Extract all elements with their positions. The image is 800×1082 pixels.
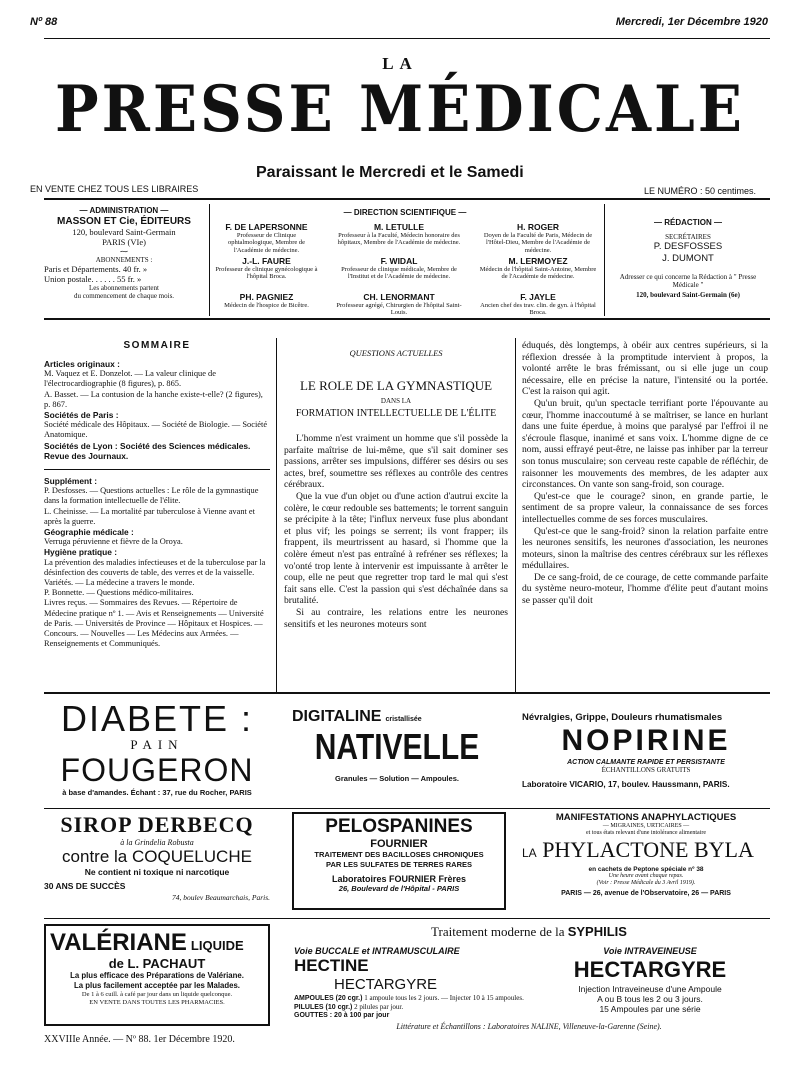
sommaire-rule [44, 469, 270, 470]
ad-manifestations: MANIFESTATIONS ANAPHYLACTIQUES [555, 812, 737, 823]
ad-hectine-column [294, 946, 524, 1020]
ad-gouttes: GOUTTES : 20 à 100 par jour [294, 1012, 390, 1019]
ad-ampoules: AMPOULES (20 cgr.) [294, 995, 363, 1002]
director: F. WIDAL Professeur de clinique médicale, Membre de l'Institut et de l'Académie de médecine. [341, 256, 457, 281]
sommaire-line: M. Vaquez et E. Donzelot. — La valeur clinique de l'électrocardiographie (8 figures), p. 865. [44, 369, 216, 389]
ad-byla-address: PARIS — 26, avenue de l'Observatoire, 26 — PARIS [561, 890, 731, 897]
ad-fougeron [44, 700, 270, 806]
publisher-address: 120, boulevard Saint-Germain [72, 227, 176, 237]
ad-buccale: Voie BUCCALE et INTRAMUSCULAIRE [294, 946, 460, 956]
ad-fournier-address: 26, Boulevard de l'Hôpital - PARIS [338, 884, 460, 893]
ad-voir: (Voir : Presse Médicale du 3 Avril 1919). [596, 880, 696, 886]
ads-top-rule [44, 692, 770, 694]
ad-injection: Injection Intraveineuse d'une Ampoule [578, 984, 722, 994]
ad-phylactone [522, 812, 770, 916]
ad-nopirine-title: NOPIRINE [561, 724, 731, 757]
ad-phylactone-title: PHYLACTONE BYLA [542, 837, 754, 862]
article-title-1: LE ROLE DE LA GYMNASTIQUE [299, 378, 493, 393]
ad-derbecq-address: 74, boulev Beaumarchais, Paris. [171, 893, 270, 902]
abonnements-heading: ABONNEMENTS : [95, 256, 153, 264]
sommaire-heading: SOMMAIRE [123, 340, 191, 351]
vrule [276, 338, 277, 692]
sales-note: EN VENTE CHEZ TOUS LES LIBRAIRES [30, 184, 199, 194]
ad-liquide: LIQUIDE [190, 938, 244, 953]
director: F. DE LAPERSONNE Professeur de Clinique ophtalmologique, Membre de l'Académie de médecine. [225, 222, 308, 254]
ad-litterature: Littérature et Échantillons : Laboratoires NALINE, Villeneuve-la-Garenne (Seine). [396, 1022, 662, 1031]
footer-issue: XXVIIIe Année. — Nº 88. 1er Décembre 1920. [44, 1034, 235, 1045]
ad-vicario: Laboratoire VICARIO, 17, boulev. Haussmann, PARIS. [522, 780, 730, 789]
sommaire-line: Société médicale des Hôpitaux. — Société de Biologie. — Société Anatomique. [44, 420, 268, 440]
redaction-note: Adresser ce qui concerne la Rédaction à " Presse Médicale " [619, 273, 757, 289]
ad-peptone: en cachets de Peptone spéciale nº 38 [588, 866, 704, 873]
sommaire-line: Géographie médicale : [44, 527, 134, 538]
sommaire-line: Supplément : [44, 476, 98, 487]
ad-hectargyre-right: HECTARGYRE [573, 957, 727, 982]
ad-nativelle-forms: Granules — Solution — Ampoules. [335, 774, 459, 783]
sommaire-line: Sociétés de Lyon : Société des Sciences médicales. [44, 440, 251, 451]
ad-accepte: La plus facilement acceptée par les Malades. [74, 981, 240, 990]
direction-heading: — DIRECTION SCIENTIFIQUE — [343, 208, 467, 217]
administration-box [44, 206, 204, 300]
vrule [209, 204, 210, 316]
ad-digitaline: DIGITALINE [292, 708, 382, 725]
article-column-2 [522, 340, 768, 607]
ad-sirop: SIROP DERBECQ [60, 812, 254, 837]
ad-sulfates: PAR LES SULFATES DE TERRES RARES [326, 860, 472, 869]
paragraph: Si au contraire, les relations entre les neurones sensitifs et les neurones moteurs sont [284, 606, 508, 630]
secretaires-label: SECRÉTAIRES [665, 233, 711, 241]
article-title-2: FORMATION INTELLECTUELLE DE L'ÉLITE [295, 408, 497, 419]
rate-union: Union postale. . . . . . 55 fr. » [44, 274, 142, 284]
publisher: MASSON ET Cie, ÉDITEURS [57, 216, 191, 227]
ad-pelospanines-title: PELOSPANINES [325, 816, 473, 837]
rate-paris: Paris et Départements. 40 fr. » [44, 264, 148, 274]
director: H. ROGER Doyen de la Faculté de Paris, Médecin de l'Hôtel-Dieu, Membre de l'Académie de médecine. [483, 222, 593, 254]
paragraph: Qu'est-ce que le courage? sinon, en grande partie, le sentiment de sa propre valeur, la connaissance de ses forces intellectuelles comme de ses forces musculaires. [522, 490, 768, 525]
ad-syphilis [290, 924, 768, 1044]
top-rule [44, 38, 770, 39]
ad-nopirine-sub: ACTION CALMANTE RAPIDE ET PERSISTANTE [567, 759, 725, 766]
administration-heading: — ADMINISTRATION — [79, 206, 169, 215]
ad-pelospanines [292, 812, 506, 910]
ad-pilules-detail: 2 pilules par jour. [354, 1003, 404, 1011]
publisher-city: PARIS (VIe) [102, 237, 146, 247]
ad-nopirine [522, 712, 770, 806]
paragraph: Qu'est-ce que le sang-froid? sinon la relation parfaite entre les neurones sensitifs, les neurones d'association, les neurones moteurs, sinon la maîtrise des centres cérébraux sur les réflexes médullaires. [522, 525, 768, 572]
sommaire-line: La prévention des maladies infectieuses et de la tuberculose par la désinfection des couverts de table, des verres et de la vaisselle. [44, 557, 266, 577]
redaction-address: 120, boulevard Saint-Germain (6e) [636, 291, 740, 299]
masthead-la: LA [382, 54, 418, 73]
redaction-heading: — RÉDACTION — [654, 218, 722, 227]
ad-tous: A ou B tous les 2 ou 3 jours. [597, 994, 703, 1004]
ad-grindelia: à la Grindelia Robusta [120, 838, 194, 847]
director: CH. LENORMANT Professeur agrégé, Chirurgien de l'hôpital Saint-Louis. [336, 292, 462, 317]
ad-fournier: FOURNIER [370, 838, 428, 850]
ad-labo-fournier: Laboratoires FOURNIER Frères [331, 874, 467, 884]
sommaire [44, 340, 270, 649]
ad-pilules: PILULES (10 cgr.) [294, 1004, 353, 1011]
paragraph: L'homme n'est vraiment un homme que s'il possède la parfaite maîtrise de lui-même, que s'il sait dominer ses passions, arrêter ses impulsions, différer ses désirs ou ses actes, bref, soumettre ses réflexes au contrôle des centres cérébraux. [284, 433, 508, 491]
article-body [284, 433, 508, 630]
price: LE NUMÉRO : 50 centimes. [643, 186, 756, 196]
ad-derbecq [44, 812, 270, 918]
paragraph: Que la vue d'un objet ou d'une action d'autrui excite la colère, le cœur redouble ses battements; le torrent sanguin se précipite à la tête; l'influx nerveux fuse plus abondant et plus vif; les poings se serrent; ils vont frapper; ils frappent, ils meurtrissent au hasard, si l'homme que la colère émeut n'est pas entraîné à refréner ses réflexes; la vo'onté trop lente à intervenir est impuissante à arrêter le coup, elle ne peut que regretter trop tard le mal qui s'est fait sans elle. C'est la passion qui s'est déchaînée dans sa brutalité. [284, 490, 508, 607]
ad-echantillons: ÉCHANTILLONS GRATUITS [601, 766, 691, 774]
sommaire-line: Verruga péruvienne et fièvre de la Oroya. [44, 537, 183, 547]
article-column-1 [284, 348, 508, 630]
redaction-box [606, 218, 770, 299]
ad-fougeron-title: FOUGERON [60, 752, 254, 788]
ad-nativelle [286, 708, 508, 804]
ad-syphilis-title: SYPHILIS [567, 924, 627, 939]
abonnement-note-2: du commencement de chaque mois. [73, 292, 175, 300]
ads-rule [44, 808, 770, 809]
article-rubric: QUESTIONS ACTUELLES [349, 348, 443, 358]
director: J.-L. FAURE Professeur de clinique gynécologique à l'hôpital Broca. [215, 256, 318, 281]
secretary-2: J. DUMONT [662, 253, 714, 264]
director: F. JAYLE Ancien chef des trav. clin. de gyn. à l'hôpital Broca. [480, 292, 596, 317]
ads-rule-2 [44, 918, 770, 919]
ad-hectargyre-left: HECTARGYRE [334, 976, 438, 993]
ad-coqueluche: contre la COQUELUCHE [62, 847, 252, 866]
ad-ampoules-detail: 1 ampoule tous les 2 jours. — Injecter 10 à 15 ampoules. [364, 994, 524, 1002]
ad-pachaut: de L. PACHAUT [108, 956, 206, 971]
ad-hectargyre-column [532, 946, 768, 1014]
ad-nevralgies: Névralgies, Grippe, Douleurs rhumatismales [522, 712, 723, 723]
ad-valeriane [44, 924, 270, 1026]
ad-heure: Une heure avant chaque repas. [608, 873, 684, 879]
masthead-title: PRESSE MÉDICALE [55, 71, 745, 147]
ad-intraveineuse: Voie INTRAVEINEUSE [603, 946, 697, 956]
ad-narcotique: Ne contient ni toxique ni narcotique [84, 867, 230, 877]
sommaire-line: Variétés. — La médecine a travers le monde. [44, 578, 195, 588]
issue-date: Mercredi, 1er Décembre 1920 [615, 16, 768, 28]
ad-pain: PAIN [130, 737, 184, 752]
sommaire-line: Livres reçus. — Sommaires des Revues. — Répertoire de Médecine pratique nº 1. — Avis et Renseignements — Université de Paris. — Universités de Province — Hôpitaux et Hospices. — Concours. — Nouvelles — Les Médecins aux Armées. — Renseignements et Communiqués. [44, 598, 264, 649]
divider-ornament: ⁓ [120, 247, 128, 256]
ad-serie: 15 Ampoules par une série [599, 1004, 701, 1014]
sommaire-line: Sociétés de Paris : [44, 410, 119, 421]
masthead-rule [44, 198, 770, 200]
sommaire-line: Hygiène pratique : [44, 547, 118, 558]
ad-nativelle-title: NATIVELLE [314, 727, 480, 768]
ad-cristallisee: cristallisée [385, 716, 422, 723]
issue-number: Nº 88 [30, 16, 58, 28]
director: M. LERMOYEZ Médecin de l'hôpital Saint-Antoine, Membre de l'Académie de médecine. [479, 256, 597, 281]
ad-traitement: TRAITEMENT DES BACILLOSES CHRONIQUES [314, 850, 484, 859]
ad-dose: De 1 à 6 cuill. à café par jour dans un liquide quelconque. [81, 991, 233, 998]
director: PH. PAGNIEZ Médecin de l'hospice de Bicêtre. [224, 292, 309, 309]
ad-valeriane-title: VALÉRIANE [50, 929, 187, 956]
ad-fougeron-note: à base d'amandes. Échant : 37, rue du Rocher, PARIS [62, 788, 252, 797]
ad-vente: EN VENTE DANS TOUTES LES PHARMACIES. [89, 999, 225, 1006]
sommaire-line: Articles originaux : [44, 359, 120, 369]
paragraph: Qu'un bruit, qu'un spectacle terrifiant porte l'épouvante au cœur, l'homme inaccoutumé à se maîtriser, se lance en hurlant dans une fuite éperdue, à moins que paralysé par l'effroi il ne s'écroule flasque, inanimé et sans voix. L'homme digne de ce nom, aussi effrayé peut-être, ne laisse pas inhiber par la terreur son tonus musculaire; son cerveau reste capable de réfléchir, de raisonner les mouvements des membres, de les adapter aux circonstances. On vante son sang-froid, son courage. [522, 397, 768, 491]
vrule [604, 204, 605, 316]
ad-efficace: La plus efficace des Préparations de Valériane. [70, 971, 244, 980]
ad-intolerance: et tous états relevant d'une intolérance alimentaire [585, 830, 707, 836]
ad-succes: 30 ANS DE SUCCÈS [44, 881, 126, 891]
article-dans: DANS LA [380, 397, 412, 405]
paragraph: De ce sang-froid, de ce courage, de cette commande parfaite du système neuro-moteur, l'homme d'élite peut d'autant moins se passer qu'il doit [522, 571, 768, 607]
sommaire-line: L. Cheinisse. — La mortalité par tuberculose à Vienne avant et après la guerre. [44, 506, 255, 526]
ad-la: LA [522, 846, 537, 860]
ad-hectine: HECTINE [294, 956, 369, 975]
ad-syphilis-intro: Traitement moderne de la [431, 924, 565, 939]
sommaire-line: A. Basset. — La contusion de la hanche existe-t-elle? (2 figures), p. 867. [44, 389, 263, 409]
sommaire-line: P. Desfosses. — Questions actuelles : Le rôle de la gymnastique dans la formation intellectuelle de l'élite. [44, 486, 259, 506]
tagline: Paraissant le Mercredi et le Samedi [256, 164, 524, 181]
sommaire-line: Revue des Journaux. [44, 450, 129, 461]
vrule [515, 338, 516, 692]
ad-migraines: — MIGRAINES, URTICAIRES — [602, 823, 690, 829]
paragraph: éduqués, dès longtemps, à obéir aux centres supérieurs, si la réflexion dressée à la promptitude intervient à propos, la volonté arrête le bras frémissant, ou si elle juge un coup nécessaire, elle en précise la nature, l'intensité ou la portée. C'est la raison qui agit. [522, 340, 768, 398]
abonnement-note-1: Les abonnements partent [89, 284, 159, 292]
ad-diabete: DIABETE : [60, 698, 254, 739]
header-rule [44, 318, 770, 320]
director: M. LETULLE Professeur à la Faculté, Médecin honoraire des hôpitaux, Membre de l'Académie de médecine. [337, 222, 461, 247]
secretary-1: P. DESFOSSES [653, 241, 723, 252]
sommaire-line: P. Bonnette. — Questions médico-militaires. [44, 588, 194, 598]
